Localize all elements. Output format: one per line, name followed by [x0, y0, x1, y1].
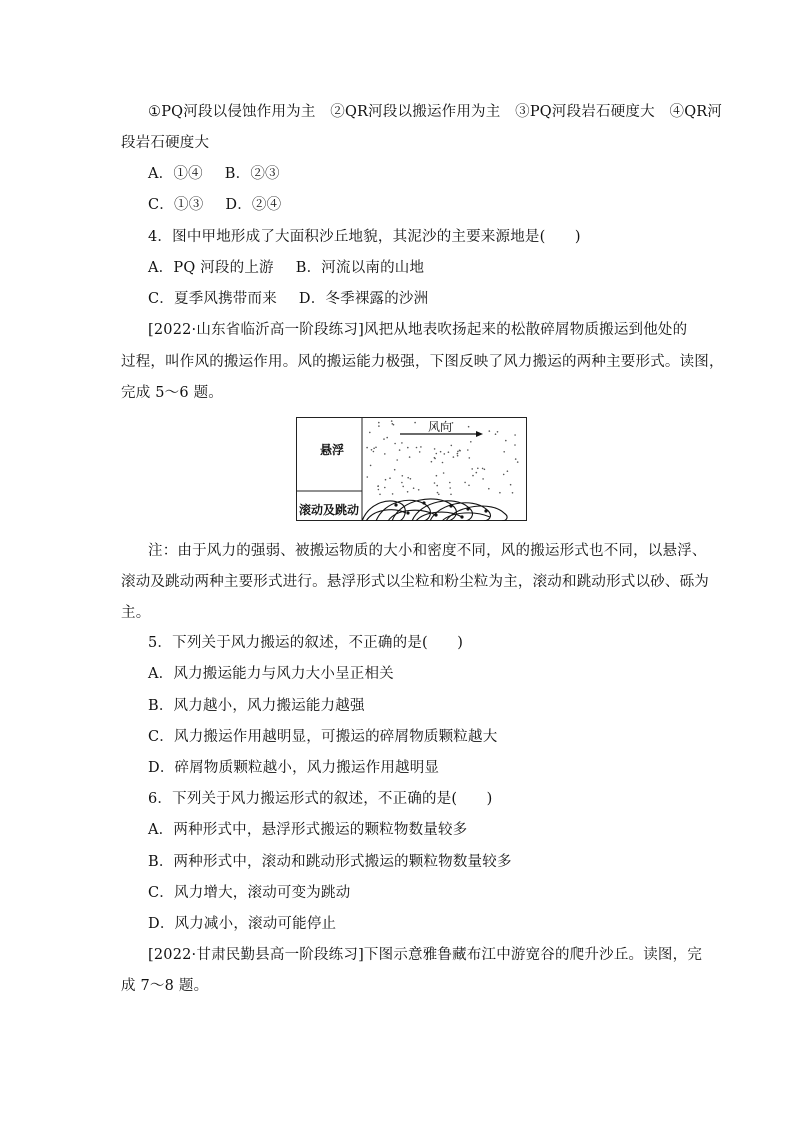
note-line1: 注：由于风力的强弱、被搬运物质的大小和密度不同，风的搬运形式也不同，以悬浮、 — [148, 543, 707, 559]
suspended-particle — [407, 447, 409, 449]
suspended-particle — [366, 447, 368, 449]
suspended-particle — [407, 491, 409, 493]
intro-7-8-line2: 成 7～8 题。 — [121, 978, 209, 994]
q4-options-cd — [148, 289, 428, 309]
q6-stem: 6．下列关于风力搬运形式的叙述，不正确的是( ) — [148, 791, 493, 807]
q3-statements-line2: 段岩石硬度大 — [121, 135, 210, 151]
suspended-particle — [514, 444, 516, 446]
suspended-particle — [399, 449, 401, 451]
suspended-particle — [484, 469, 486, 471]
suspended-particle — [373, 448, 375, 450]
suspended-particle — [464, 482, 466, 484]
q5-option-c[interactable]: C．风力搬运作用越明显，可搬运的碎屑物质颗粒越大 — [148, 729, 498, 745]
q5-option-d[interactable]: D．碎屑物质颗粒越小，风力搬运作用越明显 — [148, 760, 440, 776]
suspended-particle — [392, 493, 394, 495]
suspended-particle — [468, 485, 470, 487]
suspended-particle — [471, 468, 473, 470]
suspended-particle — [418, 489, 420, 491]
intro-5-6-line3: 完成 5～6 题。 — [121, 385, 223, 401]
suspended-particle — [448, 451, 450, 453]
suspended-particle — [457, 453, 459, 455]
suspended-particle — [459, 450, 461, 452]
suspended-particle — [378, 422, 380, 424]
suspended-particle — [434, 482, 436, 484]
q6-option-b[interactable]: B．两种形式中，滚动和跳动形式搬运的颗粒物数量较多 — [148, 854, 512, 870]
suspended-particle — [507, 470, 509, 472]
q3-option-a[interactable]: A．①④ — [148, 166, 203, 182]
suspended-particle — [443, 472, 445, 474]
suspended-particle — [377, 485, 379, 487]
suspended-particle — [503, 451, 505, 453]
suspended-particle — [396, 459, 398, 461]
suspended-particle — [499, 492, 501, 494]
q5-stem: 5．下列关于风力搬运的叙述，不正确的是( ) — [148, 635, 464, 651]
suspended-particle — [386, 437, 388, 439]
suspended-particle — [431, 461, 433, 463]
suspended-particle — [436, 485, 438, 487]
suspended-particle — [392, 423, 394, 425]
q5-option-a[interactable]: A．风力搬运能力与风力大小呈正相关 — [148, 666, 394, 682]
suspended-particle — [489, 430, 491, 432]
q3-options-ab — [148, 164, 280, 184]
suspended-particle — [389, 477, 391, 479]
suspended-particle — [451, 445, 453, 447]
suspended-particle — [369, 432, 371, 434]
suspended-particle — [410, 478, 412, 480]
suspended-particle — [367, 476, 369, 478]
note-line2: 滚动及跳动两种主要形式进行。悬浮形式以尘粒和粉尘粒为主，滚动和跳动形式以砂、砾为 — [121, 574, 709, 590]
suspended-particle — [436, 453, 438, 455]
suspended-particle — [469, 457, 471, 459]
wind-transport-figure — [296, 417, 527, 521]
suspended-particle — [384, 487, 386, 489]
q3-option-b[interactable]: B．②③ — [224, 166, 280, 182]
q4-option-c[interactable]: C．夏季风携带而来 — [148, 291, 277, 307]
suspended-particle — [442, 462, 444, 464]
suspended-particle — [391, 420, 393, 422]
intro-5-6-line1: [2022·山东省临沂高一阶段练习]风把从地表吹扬起来的松散碎屑物质搬运到他处的 — [148, 322, 688, 338]
suspended-particle — [375, 447, 377, 449]
q3-option-d[interactable]: D．②④ — [225, 197, 282, 213]
suspended-particle — [434, 448, 436, 450]
suspended-particle — [419, 451, 421, 453]
suspended-particle — [482, 478, 484, 480]
suspended-particle — [503, 474, 505, 476]
suspended-particle — [402, 486, 404, 488]
suspended-particle — [379, 494, 381, 496]
q4-stem: 4．图中甲地形成了大面积沙丘地貌，其泥沙的主要来源地是( ) — [148, 229, 581, 245]
suspended-particle — [510, 484, 512, 486]
q6-option-d[interactable]: D．风力减小，滚动可能停止 — [148, 916, 337, 932]
q6-option-a[interactable]: A．两种形式中，悬浮形式搬运的颗粒物数量较多 — [148, 822, 468, 838]
suspended-particle — [413, 487, 415, 489]
suspended-particle — [467, 449, 469, 451]
suspended-particle — [371, 449, 373, 451]
suspended-particle — [482, 468, 484, 470]
suspended-particle — [457, 455, 459, 457]
suspended-particle — [434, 457, 436, 459]
suspended-particle — [457, 451, 459, 453]
suspended-particle — [401, 482, 403, 484]
suspended-particle — [453, 456, 455, 458]
q6-option-c[interactable]: C．风力增大，滚动可变为跳动 — [148, 885, 351, 901]
suspended-particle — [438, 494, 440, 496]
suspended-particle — [477, 468, 479, 470]
suspended-particle — [401, 442, 403, 444]
intro-7-8-line1: [2022·甘肃民勤县高一阶段练习]下图示意雅鲁藏布江中游宽谷的爬升沙丘。读图，完 — [148, 947, 703, 963]
suspended-particle — [497, 431, 499, 433]
suspended-particle — [514, 434, 516, 436]
suspended-particle — [505, 440, 507, 442]
suspended-particle — [378, 425, 380, 427]
suspended-particle — [385, 479, 387, 481]
suspended-particle — [383, 438, 385, 440]
suspended-particle — [409, 456, 411, 458]
suspended-particle — [402, 475, 404, 477]
suspended-particle — [394, 443, 396, 445]
q4-option-d[interactable]: D．冬季裸露的沙洲 — [298, 291, 429, 307]
label-wind-direction: 风向 — [428, 420, 453, 434]
q4-option-a[interactable]: A．PQ 河段的上游 — [148, 260, 274, 276]
intro-5-6-line2: 过程，叫作风的搬运作用。风的搬运能力极强，下图反映了风力搬运的两种主要形式。读图， — [121, 354, 724, 370]
note-line3: 主。 — [121, 605, 151, 621]
suspended-particle — [407, 477, 409, 479]
suspended-particle — [414, 422, 416, 424]
q4-options-ab — [148, 258, 424, 278]
q3-option-c[interactable]: C．①③ — [148, 197, 204, 213]
suspended-particle — [370, 465, 372, 467]
q5-option-b[interactable]: B．风力越小，风力搬运能力越强 — [148, 698, 365, 714]
q3-options-cd — [148, 195, 281, 215]
label-suspension: 悬浮 — [320, 443, 345, 457]
suspended-particle — [373, 451, 375, 453]
q4-option-b[interactable]: B．河流以南的山地 — [295, 260, 425, 276]
suspended-particle — [384, 453, 386, 455]
suspended-particle — [394, 469, 396, 471]
suspended-particle — [468, 426, 470, 428]
suspended-particle — [449, 487, 451, 489]
suspended-particle — [450, 494, 452, 496]
suspended-particle — [512, 492, 514, 494]
suspended-particle — [420, 446, 422, 448]
suspended-particle — [437, 492, 439, 494]
suspended-particle — [378, 489, 380, 491]
suspended-particle — [440, 451, 442, 453]
suspended-particle — [436, 475, 438, 477]
suspended-particle — [444, 453, 446, 455]
suspended-particle — [488, 488, 490, 490]
q3-statements-line1: ①PQ河段以侵蚀作用为主 ②QR河段以搬运作用为主 ③PQ河段岩石硬度大 ④QR河 — [148, 104, 723, 120]
suspended-particle — [472, 475, 474, 477]
suspended-particle — [515, 458, 517, 460]
label-rolling-saltation: 滚动及跳动 — [299, 503, 360, 517]
suspended-particle — [517, 461, 519, 463]
suspended-particle — [470, 441, 472, 443]
suspended-particle — [416, 447, 418, 449]
suspended-particle — [495, 433, 497, 435]
suspended-particle — [476, 472, 478, 474]
suspended-particle — [449, 482, 451, 484]
